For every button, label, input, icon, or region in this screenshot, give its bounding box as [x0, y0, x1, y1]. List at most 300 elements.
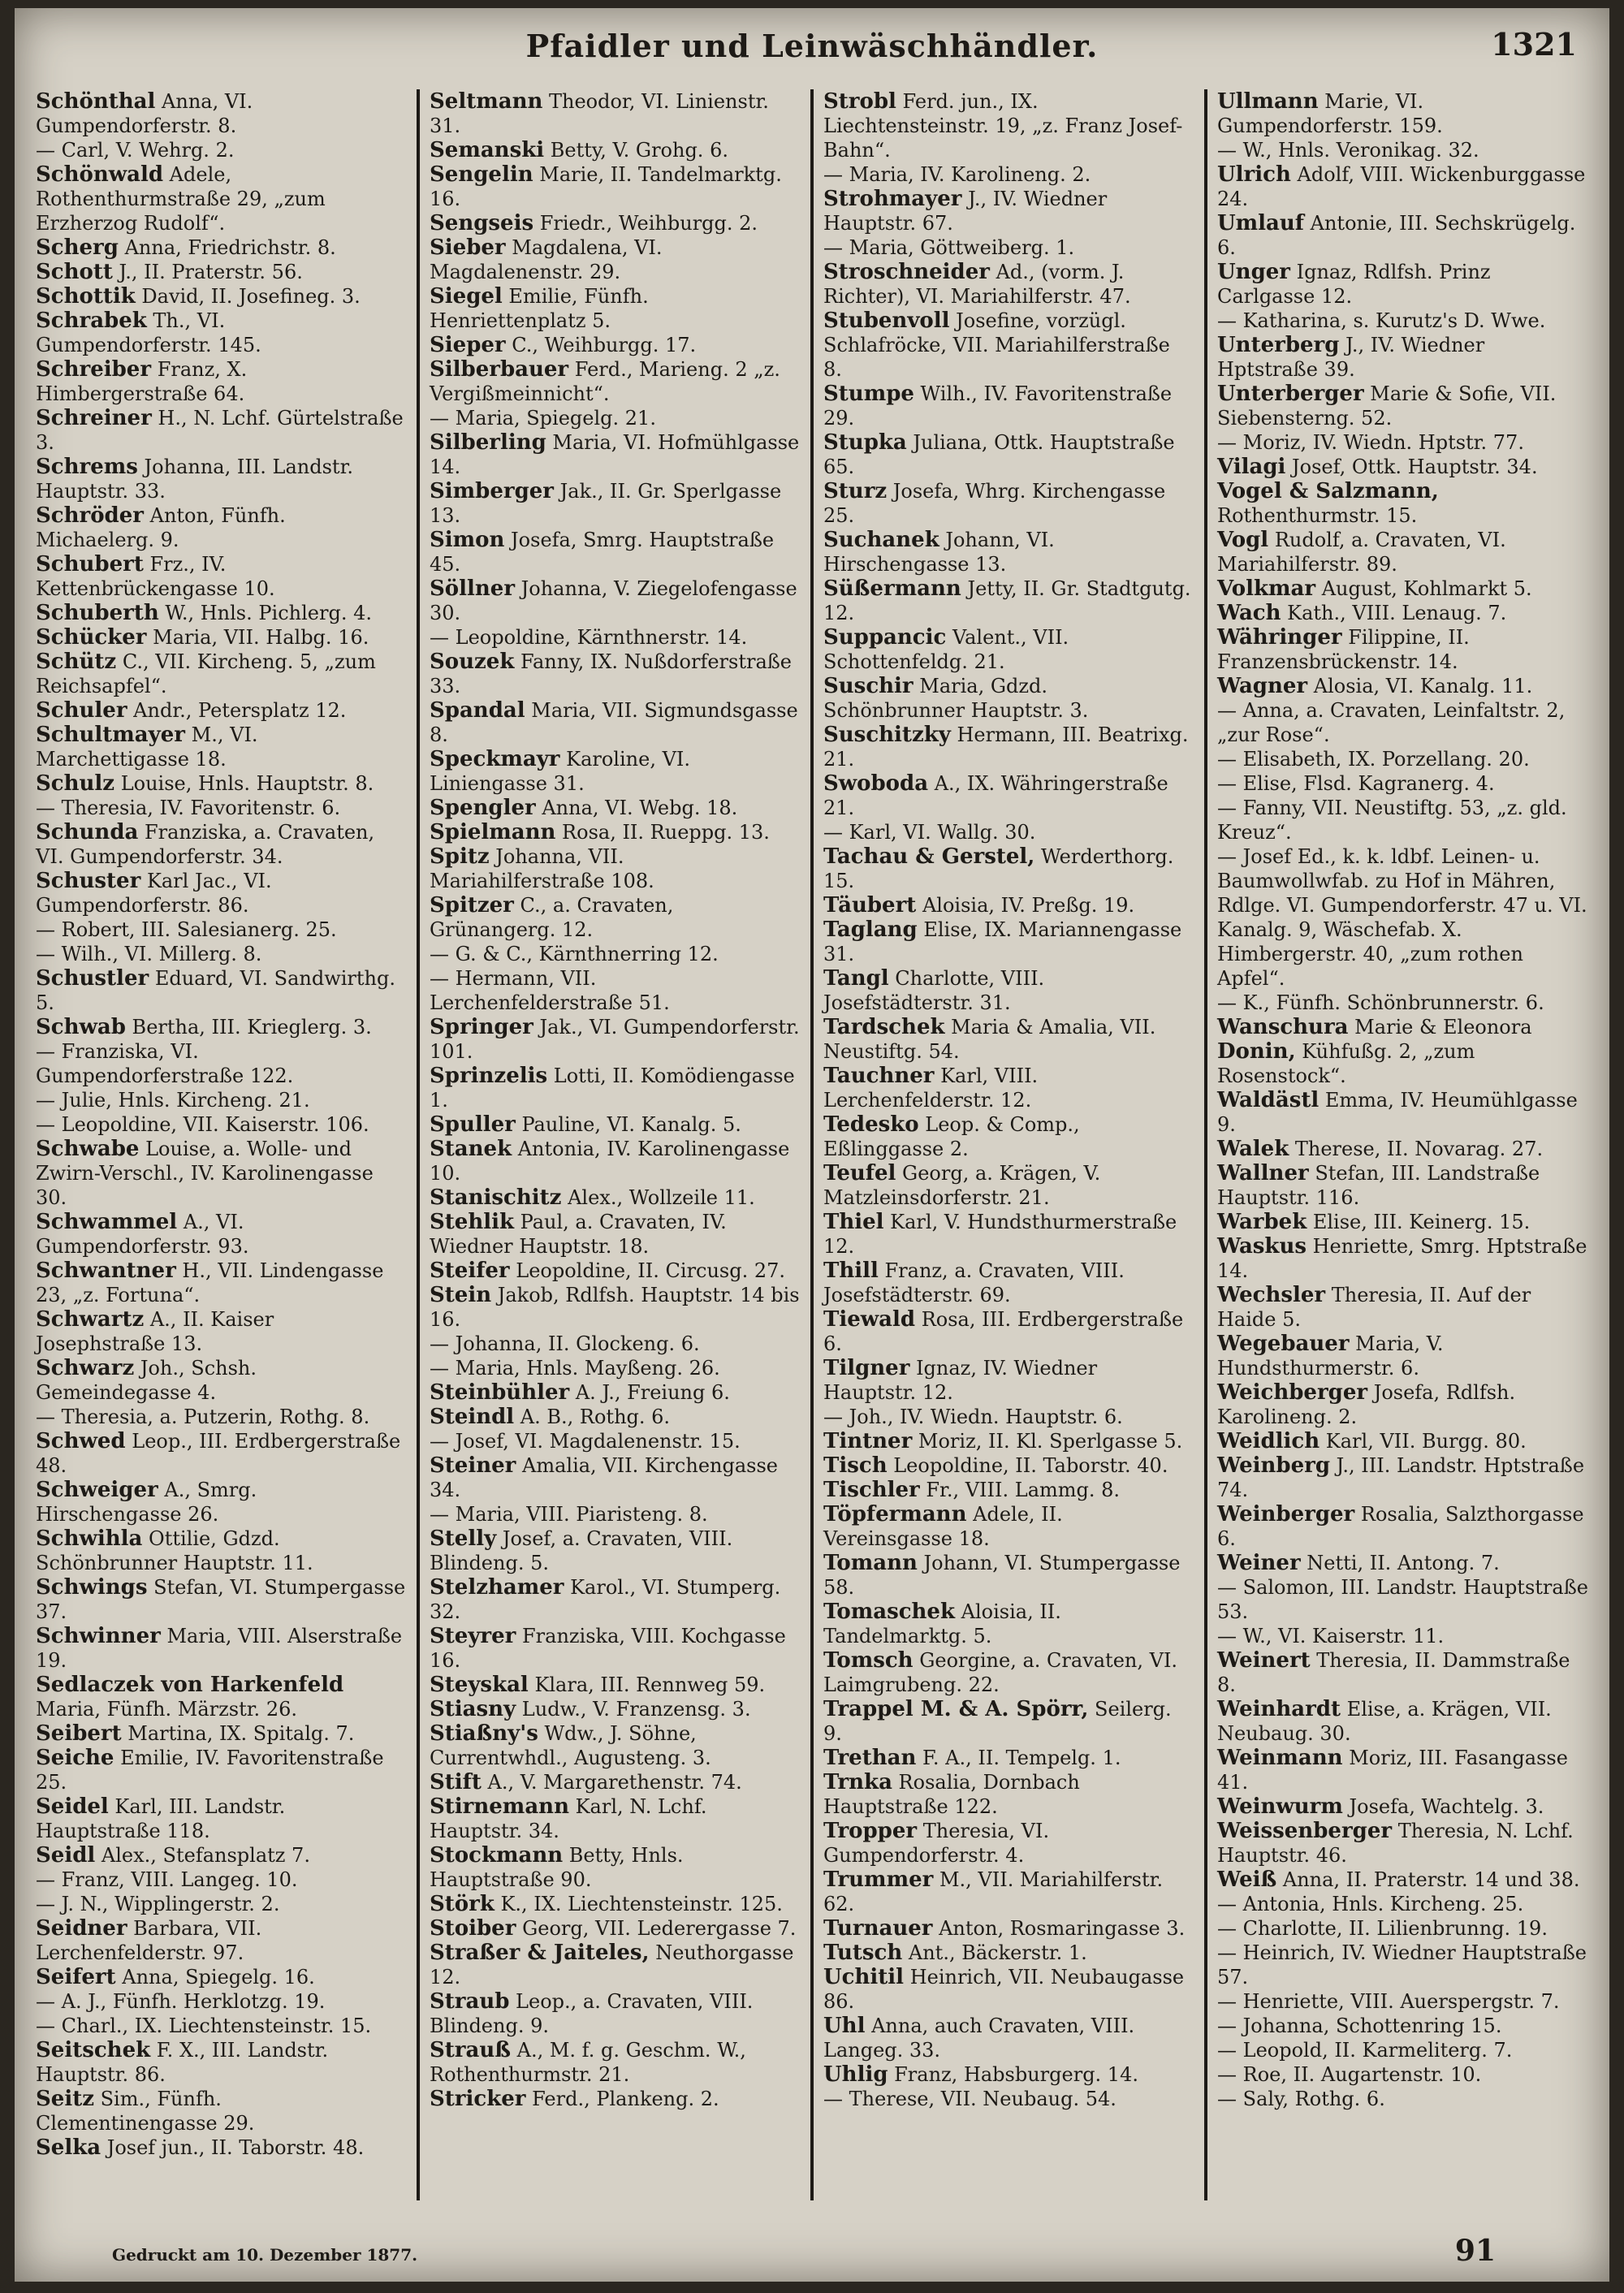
directory-entry: [430, 747, 801, 796]
entry-details: Kath., VIII. Lenaug. 7.: [1281, 602, 1507, 624]
directory-entry: [430, 1015, 801, 1064]
entry-details: Josef, a. Cravaten, VIII. Blindeng. 5.: [430, 1527, 733, 1574]
directory-entry: [36, 309, 407, 357]
entry-details: Hermann, III. Beatrixg. 21.: [823, 723, 1189, 771]
entry-name: Swoboda: [823, 771, 929, 796]
entry-name: Umlauf: [1217, 211, 1304, 235]
entry-details: Th., VI. Gumpendorferstr. 145.: [36, 309, 261, 356]
entry-details: Emilie, IV. Favoritenstraße 25.: [36, 1747, 384, 1794]
entry-details: Friedr., Weihburgg. 2.: [533, 212, 758, 235]
entry-details: F. X., III. Landstr. Hauptstr. 86.: [36, 2039, 329, 2086]
directory-entry: [36, 625, 407, 650]
directory-entry: [1217, 1015, 1588, 1039]
directory-entry: [430, 1137, 801, 1185]
entry-details: Moriz, III. Fasangasse 41.: [1217, 1747, 1568, 1794]
entry-details: A., M. f. g. Geschm. W., Rothenthurmstr. 21.: [430, 2039, 746, 2086]
entry-name: Suschitzky: [823, 723, 951, 747]
directory-entry: [36, 723, 407, 771]
directory-entry: [823, 893, 1194, 918]
entry-details: Bertha, III. Krieglerg. 3.: [125, 1016, 372, 1039]
directory-entry: [36, 1989, 407, 2014]
directory-entry: [1217, 2087, 1588, 2111]
directory-entry: [36, 966, 407, 1015]
directory-entry: [36, 1088, 407, 1112]
directory-entry: [823, 674, 1194, 723]
directory-entry: [430, 1843, 801, 1892]
entry-name: Spandal: [430, 698, 525, 723]
entry-details: Fanny, IX. Nußdorferstraße 33.: [430, 650, 792, 697]
entry-details: Rosa, II. Rueppg. 13.: [555, 821, 770, 844]
entry-details: Josef jun., II. Taborstr. 48.: [101, 2136, 365, 2159]
entry-name: Schwantner: [36, 1259, 176, 1283]
entry-details: Maria, VII. Sigmundsgasse 8.: [430, 699, 798, 746]
directory-entry: [823, 2062, 1194, 2087]
entry-name: Sieber: [430, 235, 506, 260]
entry-name: Vogl: [1217, 528, 1269, 552]
entry-name: Weidlich: [1217, 1429, 1320, 1453]
entry-details: Maria, Fünfh. Märzstr. 26.: [36, 1698, 297, 1721]
print-date: Gedruckt am 10. Dezember 1877.: [112, 2245, 418, 2265]
entry-details: J., IV. Wiedner Hauptstr. 67.: [823, 188, 1108, 235]
entry-name: Spitzer: [430, 893, 514, 918]
entry-details: Wdw., J. Söhne, Currentwhdl., Augusteng. 3.: [430, 1722, 711, 1769]
entry-name: Stricker: [430, 2087, 526, 2111]
entry-name: Schubert: [36, 552, 144, 576]
directory-entry: [430, 1624, 801, 1673]
entry-name: Weissenberger: [1217, 1819, 1393, 1843]
entry-name: Tisch: [823, 1453, 888, 1478]
directory-entry: [36, 601, 407, 625]
entry-name: Silberling: [430, 430, 546, 455]
entry-details: J., III. Landstr. Hptstraße 74.: [1217, 1454, 1585, 1501]
entry-details: Moriz, II. Kl. Sperlgasse 5.: [912, 1430, 1183, 1453]
directory-entry: [1217, 1941, 1588, 1989]
entry-name: Schweiger: [36, 1478, 158, 1502]
directory-entry: [430, 1770, 801, 1794]
directory-entry: [823, 1307, 1194, 1356]
entry-name: Seidl: [36, 1843, 96, 1868]
entry-name: Teufel: [823, 1161, 896, 1185]
entry-name: Suppancic: [823, 625, 947, 650]
entry-name: Töpfermann: [823, 1502, 967, 1527]
entry-name: Söllner: [430, 576, 516, 601]
entry-details: Juliana, Ottk. Hauptstraße 65.: [823, 431, 1175, 478]
entry-name: Springer: [430, 1015, 533, 1039]
entry-details: — Robert, III. Salesianerg. 25.: [36, 918, 337, 941]
directory-entry: [823, 1210, 1194, 1259]
entry-details: Josefa, Wachtelg. 3.: [1342, 1795, 1544, 1818]
directory-entry: [1217, 1137, 1588, 1161]
entry-name: Sturz: [823, 479, 888, 503]
directory-entry: [823, 528, 1194, 576]
directory-entry: [430, 2038, 801, 2087]
entry-details: — G. & C., Kärnthnerring 12.: [430, 943, 719, 965]
directory-entry: [36, 552, 407, 601]
entry-name: Schwihla: [36, 1527, 143, 1551]
entry-details: Adolf, VIII. Wickenburggasse 24.: [1217, 163, 1586, 210]
entry-details: Valent., VII. Schottenfeldg. 21.: [823, 626, 1069, 673]
entry-details: Werderthorg. 15.: [823, 845, 1174, 892]
entry-details: Ferd. jun., IX. Liechtensteinstr. 19, „z. Franz Josef-Bahn“.: [823, 90, 1183, 162]
entry-details: Jakob, Rdlfsh. Hauptstr. 14 bis 16.: [430, 1284, 800, 1331]
directory-entry: [823, 1868, 1194, 1916]
entry-name: Stehlik: [430, 1210, 514, 1234]
entry-name: Strauß: [430, 2038, 511, 2062]
entry-details: Betty, V. Grohg. 6.: [544, 139, 728, 162]
directory-entry: [430, 1697, 801, 1721]
entry-name: Trethan: [823, 1746, 917, 1770]
entry-name: Sprinzelis: [430, 1064, 548, 1088]
entry-details: Anton, Fünfh. Michaelerg. 9.: [36, 504, 286, 551]
entry-name: Seidner: [36, 1916, 127, 1941]
entry-name: Tangl: [823, 966, 889, 991]
directory-entry: [36, 162, 407, 235]
directory-entry: [1217, 1039, 1588, 1088]
entry-details: Franz, X. Himbergerstraße 64.: [36, 358, 248, 405]
entry-details: Ad., (vorm. J. Richter), VI. Mariahilferstr. 47.: [823, 261, 1131, 308]
directory-entry: [1217, 382, 1588, 430]
directory-entry: [430, 966, 801, 1015]
entry-details: Leop. & Comp., Eßlinggasse 2.: [823, 1113, 1080, 1160]
entry-details: Anna, II. Praterstr. 14 und 38.: [1276, 1868, 1580, 1891]
entry-details: Elise, III. Keinerg. 15.: [1307, 1211, 1531, 1233]
entry-name: Volkmar: [1217, 576, 1316, 601]
entry-name: Tardschek: [823, 1015, 945, 1039]
directory-entry: [36, 1746, 407, 1794]
entry-name: Tedesko: [823, 1112, 919, 1137]
entry-details: — Leopoldine, Kärnthnerstr. 14.: [430, 626, 748, 649]
directory-entry: [36, 503, 407, 552]
directory-entry: [36, 1624, 407, 1673]
directory-entry: [823, 260, 1194, 309]
entry-name: Spielmann: [430, 820, 556, 844]
entry-name: Schulz: [36, 771, 115, 796]
directory-entry: [36, 1429, 407, 1478]
entry-details: Elise, IX. Mariannengasse 31.: [823, 918, 1182, 965]
entry-name: Stelzhamer: [430, 1575, 564, 1600]
entry-name: Schultmayer: [36, 723, 186, 747]
entry-details: Marie & Eleonora: [1348, 1016, 1532, 1039]
entry-details: Theresia, II. Auf der Haide 5.: [1217, 1284, 1531, 1331]
entry-name: Sieper: [430, 333, 506, 357]
entry-details: — Julie, Hnls. Kircheng. 21.: [36, 1089, 310, 1112]
directory-entry: [36, 1137, 407, 1210]
directory-entry: [430, 1794, 801, 1843]
entry-details: J., II. Praterstr. 56.: [112, 261, 303, 283]
entry-details: — Elisabeth, IX. Porzellang. 20.: [1217, 748, 1530, 771]
entry-details: Aloisia, II. Tandelmarktg. 5.: [823, 1600, 1061, 1647]
entry-details: Leopoldine, II. Circusg. 27.: [509, 1259, 786, 1282]
directory-entry: [823, 1965, 1194, 2014]
entry-details: H., VII. Lindengasse 23, „z. Fortuna“.: [36, 1259, 384, 1306]
entry-name: Steindl: [430, 1405, 515, 1429]
directory-entry: [1217, 479, 1588, 528]
directory-entry: [823, 820, 1194, 844]
entry-details: Theresia, II. Dammstraße 8.: [1217, 1649, 1570, 1696]
entry-details: Leopoldine, II. Taborstr. 40.: [887, 1454, 1168, 1477]
directory-entry: [823, 430, 1194, 479]
entry-details: J., IV. Wiedner Hptstraße 39.: [1217, 334, 1485, 381]
directory-entry: [36, 820, 407, 869]
directory-entry: [823, 966, 1194, 1015]
entry-details: Lotti, II. Komödiengasse 1.: [430, 1064, 795, 1112]
directory-entry: [823, 1916, 1194, 1941]
entry-name: Stirnemann: [430, 1794, 569, 1819]
entry-details: Rosalia, Salzthorgasse 6.: [1217, 1503, 1584, 1550]
entry-name: Tischler: [823, 1478, 920, 1502]
entry-details: Stefan, VI. Stumpergasse 37.: [36, 1576, 406, 1623]
entry-name: Stupka: [823, 430, 907, 455]
entry-name: Süßermann: [823, 576, 961, 601]
entry-details: Neuthorgasse 12.: [430, 1941, 794, 1989]
entry-details: Maria, VI. Hofmühlgasse 14.: [430, 431, 800, 478]
directory-entry: [1217, 455, 1588, 479]
directory-entry: [1217, 138, 1588, 162]
entry-details: Aloisia, IV. Preßg. 19.: [916, 894, 1135, 917]
directory-entry: [430, 1673, 801, 1697]
directory-entry: [823, 1746, 1194, 1770]
entry-name: Schuster: [36, 869, 141, 893]
directory-entry: [1217, 1429, 1588, 1453]
entry-name: Schreiber: [36, 357, 152, 382]
entry-name: Schuler: [36, 698, 127, 723]
directory-entry: [1217, 2014, 1588, 2038]
directory-entry: [1217, 1234, 1588, 1283]
entry-details: Maria, Gdzd. Schönbrunner Hauptstr. 3.: [823, 675, 1089, 722]
entry-details: Maria, V. Hundsthurmerstr. 6.: [1217, 1332, 1444, 1380]
entry-details: Georg, a. Krägen, V. Matzleinsdorferstr. 21.: [823, 1162, 1101, 1209]
directory-entry: [823, 844, 1194, 893]
entry-name: Steyrer: [430, 1624, 516, 1648]
directory-entry: [823, 1356, 1194, 1405]
directory-entry: [1217, 576, 1588, 601]
entry-details: Marie, II. Tandelmarktg. 16.: [430, 163, 782, 210]
directory-entry: [1217, 1916, 1588, 1941]
entry-name: Trnka: [823, 1770, 892, 1794]
entry-details: Frz., IV. Kettenbrückengasse 10.: [36, 553, 275, 600]
entry-name: Strohmayer: [823, 187, 962, 211]
entry-details: Theresia, VI. Gumpendorferstr. 4.: [823, 1820, 1050, 1867]
directory-entry: [823, 1502, 1194, 1551]
directory-entry: [430, 650, 801, 698]
directory-entry: [823, 625, 1194, 674]
entry-details: Martina, IX. Spitalg. 7.: [121, 1722, 355, 1745]
entry-name: Wechsler: [1217, 1283, 1326, 1307]
directory-entry: [1217, 333, 1588, 382]
directory-entry: [1217, 1989, 1588, 2014]
entry-name: Tutsch: [823, 1941, 903, 1965]
entry-details: — Fanny, VII. Neustiftg. 53, „z. gld. Kreuz“.: [1217, 797, 1567, 844]
entry-details: Franz, a. Cravaten, VIII. Josefstädterstr. 69.: [823, 1259, 1125, 1306]
entry-name: Ulrich: [1217, 162, 1291, 187]
directory-entry: [1217, 601, 1588, 625]
directory-entry: [823, 1112, 1194, 1161]
entry-name: Schuberth: [36, 601, 159, 625]
entry-name: Schwabe: [36, 1137, 140, 1161]
directory-entry: [1217, 796, 1588, 844]
entry-name: Tomaschek: [823, 1600, 955, 1624]
entry-name: Seibert: [36, 1721, 122, 1746]
directory-entry: [1217, 430, 1588, 455]
entry-details: — Josef, VI. Magdalenenstr. 15.: [430, 1430, 741, 1453]
entry-details: Fr., VIII. Lammg. 8.: [919, 1479, 1121, 1501]
entry-details: — Elise, Flsd. Kagranerg. 4.: [1217, 772, 1495, 795]
entry-name: Steyskal: [430, 1673, 529, 1697]
entry-details: M., VII. Mariahilferstr. 62.: [823, 1868, 1164, 1915]
directory-entry: [36, 2014, 407, 2038]
directory-entry: [1217, 625, 1588, 674]
entry-name: Weiner: [1217, 1551, 1301, 1575]
entry-name: Souzek: [430, 650, 515, 674]
directory-entry: [430, 1916, 801, 1941]
entry-name: Schrems: [36, 455, 138, 479]
entry-details: — Therese, VII. Neubaug. 54.: [823, 2088, 1116, 2110]
entry-name: Turnauer: [823, 1916, 933, 1941]
entry-details: Adele, Rothenthurmstraße 29, „zum Erzherzog Rudolf“.: [36, 163, 326, 235]
directory-entry: [36, 1868, 407, 1892]
entry-name: Seiche: [36, 1746, 114, 1770]
directory-entry: [430, 942, 801, 966]
entry-details: — Joh., IV. Wiedn. Hauptstr. 6.: [823, 1406, 1123, 1428]
entry-details: — Saly, Rothg. 6.: [1217, 2088, 1385, 2110]
entry-name: Semanski: [430, 138, 545, 162]
entry-details: Jetty, II. Gr. Stadtgutg. 12.: [823, 577, 1191, 624]
entry-name: Störk: [430, 1892, 495, 1916]
directory-entry: [36, 1112, 407, 1137]
entry-details: Alosia, VI. Kanalg. 11.: [1307, 675, 1533, 697]
entry-details: M., VI. Marchettigasse 18.: [36, 723, 258, 771]
entry-details: Anna, VI. Gumpendorferstr. 8.: [36, 90, 253, 137]
entry-details: Georg, VII. Lederergasse 7.: [516, 1917, 797, 1940]
entry-details: Ignaz, Rdlfsh. Prinz Carlgasse 12.: [1217, 261, 1491, 308]
entry-details: Josefa, Rdlfsh. Karolineng. 2.: [1217, 1381, 1516, 1428]
entry-details: Anna, auch Cravaten, VIII. Langeg. 33.: [823, 2014, 1135, 2062]
entry-name: Weiß: [1217, 1868, 1277, 1892]
directory-entry: [430, 1575, 801, 1624]
directory-entry: [36, 650, 407, 698]
entry-details: Karol., VI. Stumperg. 32.: [430, 1576, 781, 1623]
directory-entry: [823, 309, 1194, 382]
directory-entry: [36, 1575, 407, 1624]
entry-details: Maria, VIII. Alserstraße 19.: [36, 1625, 403, 1672]
directory-entry: [1217, 211, 1588, 260]
directory-entry: [430, 1210, 801, 1259]
entry-details: — Antonia, Hnls. Kircheng. 25.: [1217, 1893, 1524, 1915]
directory-entry: [823, 1648, 1194, 1697]
directory-entry: [823, 382, 1194, 430]
entry-name: Stanischitz: [430, 1185, 562, 1210]
entry-details: Emma, IV. Heumühlgasse 9.: [1217, 1089, 1578, 1136]
directory-entry: [430, 1502, 801, 1527]
directory-entry: [1217, 1697, 1588, 1746]
directory-entry: [1217, 1551, 1588, 1575]
entry-name: Schwed: [36, 1429, 126, 1453]
directory-entry: [36, 1527, 407, 1575]
entry-details: — A. J., Fünfh. Herklotzg. 19.: [36, 1990, 326, 2013]
entry-name: Schwab: [36, 1015, 126, 1039]
entry-name: Steiner: [430, 1453, 516, 1478]
entry-name: Wagner: [1217, 674, 1308, 698]
directory-entry: [430, 162, 801, 211]
directory-entry: [823, 1015, 1194, 1064]
entry-details: Seilerg. 9.: [823, 1698, 1172, 1745]
entry-details: — Josef Ed., k. k. ldbf. Leinen- u. Baumwollwfab. zu Hof in Mähren, Rdlge. VI. Gumpendorferstr. 47 u. VI. Kanalg. 9, Wäschefab. X. Himbergerstr. 40, „zum rothen Apfel“.: [1217, 845, 1587, 990]
directory-entry: [36, 1015, 407, 1039]
entry-name: Wach: [1217, 601, 1281, 625]
entry-name: Schreiner: [36, 406, 152, 430]
entry-details: Karl, VIII. Lerchenfelderstr. 12.: [823, 1064, 1039, 1112]
directory-entry: [1217, 1892, 1588, 1916]
directory-entry: [36, 89, 407, 138]
entry-details: Anna, Spiegelg. 16.: [115, 1966, 315, 1989]
entry-details: Karl, V. Hundsthurmerstraße 12.: [823, 1211, 1177, 1258]
directory-entry: [430, 1332, 801, 1356]
entry-details: Andr., Petersplatz 12.: [127, 699, 347, 722]
entry-details: Johanna, III. Landstr. Hauptstr. 33.: [36, 456, 354, 503]
directory-entry: [1217, 1332, 1588, 1380]
directory-entry: [823, 1405, 1194, 1429]
directory-entry: [36, 942, 407, 966]
entry-details: Paul, a. Cravaten, IV. Wiedner Hauptstr. 18.: [430, 1211, 727, 1258]
directory-entry: [823, 1478, 1194, 1502]
directory-entry: [823, 1770, 1194, 1819]
page-number: 1321: [1491, 26, 1577, 63]
entry-details: A., II. Kaiser Josephstraße 13.: [36, 1308, 274, 1355]
directory-entry: [430, 625, 801, 650]
directory-entry: [1217, 747, 1588, 771]
entry-name: Tauchner: [823, 1064, 935, 1088]
directory-entry: [430, 576, 801, 625]
page-footer: [31, 2234, 1593, 2273]
entry-details: — Roe, II. Augartenstr. 10.: [1217, 2063, 1482, 2086]
directory-entry: [823, 1161, 1194, 1210]
entry-name: Wallner: [1217, 1161, 1309, 1185]
directory-entry: [1217, 528, 1588, 576]
directory-entry: [36, 1965, 407, 1989]
directory-entry: [1217, 1794, 1588, 1819]
entry-name: Tomsch: [823, 1648, 914, 1673]
entry-details: — Maria, Spiegelg. 21.: [430, 407, 656, 430]
entry-name: Siegel: [430, 284, 503, 309]
entry-details: — Karl, VI. Wallg. 30.: [823, 821, 1036, 844]
entry-details: Therese, II. Novarag. 27.: [1289, 1138, 1544, 1160]
entry-details: Elise, a. Krägen, VII. Neubaug. 30.: [1217, 1698, 1552, 1745]
entry-details: Filippine, II. Franzensbrückenstr. 14.: [1217, 626, 1470, 673]
directory-entry: [36, 1892, 407, 1916]
directory-entry: [36, 1673, 407, 1721]
entry-details: — Anna, a. Cravaten, Leinfaltstr. 2, „zur Rose“.: [1217, 699, 1566, 746]
entry-name: Stift: [430, 1770, 482, 1794]
entry-details: Josefine, vorzügl. Schlafröcke, VII. Mariahilferstraße 8.: [823, 309, 1170, 381]
entry-details: — Franz, VIII. Langeg. 10.: [36, 1868, 298, 1891]
entry-details: Henriette, Smrg. Hptstraße 14.: [1217, 1235, 1587, 1282]
entry-name: Schunda: [36, 820, 139, 844]
column-3: [814, 89, 1207, 2200]
entry-name: Schücker: [36, 625, 147, 650]
entry-details: K., IX. Liechtensteinstr. 125.: [494, 1893, 783, 1915]
directory-entry: [1217, 698, 1588, 747]
directory-entry: [430, 406, 801, 430]
entry-details: Ferd., Marieng. 2 „z. Vergißmeinnicht“.: [430, 358, 780, 405]
entry-name: Sengseis: [430, 211, 534, 235]
entry-name: Waskus: [1217, 1234, 1307, 1259]
entry-details: Betty, Hnls. Hauptstraße 90.: [430, 1844, 684, 1891]
directory-entry: [1217, 844, 1588, 991]
entry-name: Silberbauer: [430, 357, 569, 382]
entry-details: — Moriz, IV. Wiedn. Hptstr. 77.: [1217, 431, 1524, 454]
entry-details: — W., Hnls. Veronikag. 32.: [1217, 139, 1479, 162]
directory-entry: [823, 479, 1194, 528]
